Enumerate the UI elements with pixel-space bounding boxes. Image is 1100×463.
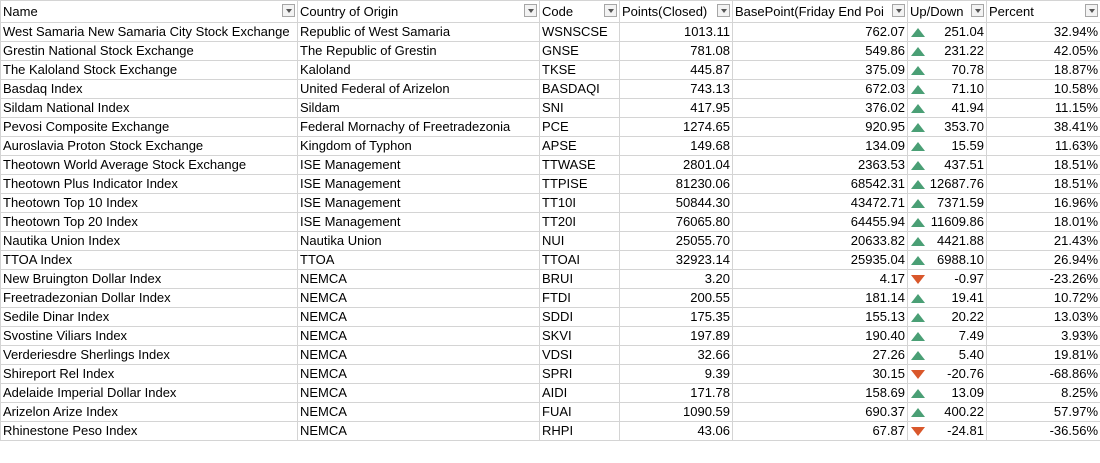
cell-code[interactable]: VDSI [540,346,620,365]
table-row [1,270,1100,289]
cell-name[interactable]: Theotown World Average Stock Exchange [1,156,298,175]
cell-updown[interactable] [908,61,987,80]
change-value: 400.22 [944,404,984,419]
cell-code[interactable]: BASDAQI [540,80,620,99]
column-header-label: BasePoint(Friday End Poi [735,3,884,19]
cell-points[interactable]: 25055.70 [620,232,733,251]
change-value: 4421.88 [937,233,984,248]
up-arrow-icon [911,351,925,360]
cell-points[interactable]: 200.55 [620,289,733,308]
cell-country[interactable]: NEMCA [298,270,540,289]
cell-country[interactable]: Republic of West Samaria [298,23,540,42]
cell-code[interactable]: WSNSCSE [540,23,620,42]
cell-name[interactable]: Theotown Plus Indicator Index [1,175,298,194]
change-value: -24.81 [947,423,984,438]
cell-basepoint[interactable]: 762.07 [733,23,908,42]
filter-dropdown-icon[interactable] [717,4,730,17]
up-arrow-icon [911,161,925,170]
cell-code[interactable]: FUAI [540,403,620,422]
cell-name[interactable]: Freetradezonian Dollar Index [1,289,298,308]
cell-updown[interactable] [908,232,987,251]
cell-points[interactable]: 50844.30 [620,194,733,213]
cell-name[interactable]: The Kaloland Stock Exchange [1,61,298,80]
cell-country[interactable]: NEMCA [298,346,540,365]
change-value: 15.59 [951,138,984,153]
cell-percent[interactable]: 11.15% [987,99,1100,118]
cell-country[interactable]: NEMCA [298,384,540,403]
cell-percent[interactable]: 10.72% [987,289,1100,308]
cell-country[interactable]: NEMCA [298,365,540,384]
cell-code[interactable]: SDDI [540,308,620,327]
cell-basepoint[interactable]: 64455.94 [733,213,908,232]
cell-code[interactable]: FTDI [540,289,620,308]
cell-name[interactable]: Nautika Union Index [1,232,298,251]
cell-points[interactable]: 32.66 [620,346,733,365]
cell-points[interactable]: 445.87 [620,61,733,80]
cell-country[interactable]: TTOA [298,251,540,270]
change-value: -0.97 [954,271,984,286]
table-row [1,61,1100,80]
change-value: 437.51 [944,157,984,172]
cell-name[interactable]: Auroslavia Proton Stock Exchange [1,137,298,156]
cell-points[interactable]: 76065.80 [620,213,733,232]
cell-points[interactable]: 1013.11 [620,23,733,42]
cell-name[interactable]: New Bruington Dollar Index [1,270,298,289]
up-arrow-icon [911,408,925,417]
change-value: 7371.59 [937,195,984,210]
up-arrow-icon [911,218,925,227]
down-arrow-icon [911,275,925,284]
table-row [1,403,1100,422]
table-row [1,80,1100,99]
cell-percent[interactable]: 19.81% [987,346,1100,365]
cell-country[interactable]: Kaloland [298,61,540,80]
cell-percent[interactable]: -23.26% [987,270,1100,289]
cell-percent[interactable]: 3.93% [987,327,1100,346]
cell-country[interactable]: Sildam [298,99,540,118]
cell-updown[interactable] [908,422,987,441]
cell-basepoint[interactable]: 30.15 [733,365,908,384]
cell-basepoint[interactable]: 4.17 [733,270,908,289]
cell-code[interactable]: NUI [540,232,620,251]
cell-name[interactable]: West Samaria New Samaria City Stock Exchange [1,23,298,42]
cell-percent[interactable]: 16.96% [987,194,1100,213]
cell-percent[interactable]: 11.63% [987,137,1100,156]
cell-updown[interactable] [908,346,987,365]
table-body [1,23,1100,441]
up-arrow-icon [911,142,925,151]
up-arrow-icon [911,237,925,246]
cell-percent[interactable]: 18.01% [987,213,1100,232]
up-arrow-icon [911,199,925,208]
cell-code[interactable]: TTOAI [540,251,620,270]
cell-points[interactable]: 1090.59 [620,403,733,422]
filter-dropdown-icon[interactable] [282,4,295,17]
cell-percent[interactable]: 13.03% [987,308,1100,327]
column-header-basepoint [733,1,908,23]
table-row [1,194,1100,213]
cell-basepoint[interactable]: 155.13 [733,308,908,327]
cell-basepoint[interactable]: 672.03 [733,80,908,99]
cell-updown[interactable] [908,175,987,194]
cell-percent[interactable]: 42.05% [987,42,1100,61]
header-row [1,1,1100,23]
cell-points[interactable]: 175.35 [620,308,733,327]
cell-country[interactable]: NEMCA [298,327,540,346]
column-header-name [1,1,298,23]
cell-updown[interactable] [908,194,987,213]
cell-basepoint[interactable]: 190.40 [733,327,908,346]
cell-basepoint[interactable]: 920.95 [733,118,908,137]
cell-updown[interactable] [908,80,987,99]
change-value: 7.49 [958,328,984,343]
column-header-percent [987,1,1100,23]
up-arrow-icon [911,47,925,56]
filter-dropdown-icon[interactable] [892,4,905,17]
cell-code[interactable]: TKSE [540,61,620,80]
up-arrow-icon [911,389,925,398]
cell-basepoint[interactable]: 43472.71 [733,194,908,213]
table-row [1,384,1100,403]
table-row [1,251,1100,270]
cell-points[interactable]: 3.20 [620,270,733,289]
table-row [1,422,1100,441]
cell-basepoint[interactable]: 20633.82 [733,232,908,251]
cell-country[interactable]: Federal Mornachy of Freetradezonia [298,118,540,137]
cell-points[interactable]: 417.95 [620,99,733,118]
cell-points[interactable]: 1274.65 [620,118,733,137]
column-header-label: Country of Origin [300,3,399,19]
change-value: 251.04 [944,24,984,39]
cell-basepoint[interactable]: 2363.53 [733,156,908,175]
change-value: 6988.10 [937,252,984,267]
up-arrow-icon [911,332,925,341]
change-value: 19.41 [951,290,984,305]
cell-country[interactable]: NEMCA [298,289,540,308]
column-header-label: Percent [989,3,1034,19]
cell-updown[interactable] [908,156,987,175]
cell-name[interactable]: Pevosi Composite Exchange [1,118,298,137]
cell-country[interactable]: NEMCA [298,422,540,441]
cell-updown[interactable] [908,99,987,118]
cell-basepoint[interactable]: 181.14 [733,289,908,308]
cell-points[interactable]: 43.06 [620,422,733,441]
cell-basepoint[interactable]: 27.26 [733,346,908,365]
up-arrow-icon [911,123,925,132]
cell-percent[interactable]: 8.25% [987,384,1100,403]
up-arrow-icon [911,294,925,303]
cell-country[interactable]: Nautika Union [298,232,540,251]
table-row [1,137,1100,156]
table-row [1,308,1100,327]
cell-country[interactable]: NEMCA [298,308,540,327]
cell-points[interactable]: 781.08 [620,42,733,61]
cell-code[interactable]: SNI [540,99,620,118]
cell-name[interactable]: Sildam National Index [1,99,298,118]
change-value: 5.40 [958,347,984,362]
up-arrow-icon [911,256,925,265]
cell-points[interactable]: 81230.06 [620,175,733,194]
cell-updown[interactable] [908,365,987,384]
table-row [1,99,1100,118]
cell-name[interactable]: Theotown Top 20 Index [1,213,298,232]
cell-updown[interactable] [908,327,987,346]
cell-code[interactable]: PCE [540,118,620,137]
column-header-label: Name [3,3,38,19]
cell-code[interactable]: TTWASE [540,156,620,175]
cell-country[interactable]: Kingdom of Typhon [298,137,540,156]
cell-name[interactable]: Basdaq Index [1,80,298,99]
cell-country[interactable]: ISE Management [298,194,540,213]
column-header-country [298,1,540,23]
cell-code[interactable]: AIDI [540,384,620,403]
cell-percent[interactable]: 26.94% [987,251,1100,270]
table-row [1,365,1100,384]
change-value: 353.70 [944,119,984,134]
filter-dropdown-icon[interactable] [971,4,984,17]
down-arrow-icon [911,427,925,436]
cell-code[interactable]: TT20I [540,213,620,232]
up-arrow-icon [911,85,925,94]
cell-country[interactable]: NEMCA [298,403,540,422]
cell-basepoint[interactable]: 376.02 [733,99,908,118]
cell-name[interactable]: TTOA Index [1,251,298,270]
cell-name[interactable]: Sedile Dinar Index [1,308,298,327]
cell-updown[interactable] [908,384,987,403]
cell-percent[interactable]: 57.97% [987,403,1100,422]
cell-updown[interactable] [908,251,987,270]
cell-code[interactable]: RHPI [540,422,620,441]
cell-name[interactable]: Rhinestone Peso Index [1,422,298,441]
cell-code[interactable]: GNSE [540,42,620,61]
cell-points[interactable]: 171.78 [620,384,733,403]
cell-updown[interactable] [908,42,987,61]
cell-updown[interactable] [908,289,987,308]
table-row [1,156,1100,175]
cell-updown[interactable] [908,213,987,232]
column-header-code [540,1,620,23]
up-arrow-icon [911,66,925,75]
change-value: 13.09 [951,385,984,400]
table-row [1,232,1100,251]
cell-basepoint[interactable]: 67.87 [733,422,908,441]
cell-name[interactable]: Svostine Viliars Index [1,327,298,346]
cell-code[interactable]: BRUI [540,270,620,289]
column-header-updown [908,1,987,23]
cell-percent[interactable]: 18.51% [987,156,1100,175]
change-value: 20.22 [951,309,984,324]
down-arrow-icon [911,370,925,379]
change-value: 71.10 [951,81,984,96]
cell-basepoint[interactable]: 375.09 [733,61,908,80]
cell-code[interactable]: SPRI [540,365,620,384]
cell-name[interactable]: Theotown Top 10 Index [1,194,298,213]
column-header-points [620,1,733,23]
cell-code[interactable]: TT10I [540,194,620,213]
column-header-label: Code [542,3,574,19]
change-value: -20.76 [947,366,984,381]
cell-points[interactable]: 2801.04 [620,156,733,175]
table-row [1,23,1100,42]
cell-points[interactable]: 32923.14 [620,251,733,270]
cell-basepoint[interactable]: 690.37 [733,403,908,422]
cell-name[interactable]: Grestin National Stock Exchange [1,42,298,61]
cell-code[interactable]: TTPISE [540,175,620,194]
cell-code[interactable]: APSE [540,137,620,156]
cell-code[interactable]: SKVI [540,327,620,346]
up-arrow-icon [911,180,925,189]
cell-updown[interactable] [908,270,987,289]
cell-country[interactable]: The Republic of Grestin [298,42,540,61]
filter-dropdown-icon[interactable] [524,4,537,17]
cell-updown[interactable] [908,23,987,42]
cell-percent[interactable]: -36.56% [987,422,1100,441]
change-value: 12687.76 [929,176,984,191]
cell-basepoint[interactable]: 134.09 [733,137,908,156]
up-arrow-icon [911,28,925,37]
table-row [1,327,1100,346]
column-header-label: Points(Closed) [622,3,708,19]
cell-percent[interactable]: 18.51% [987,175,1100,194]
cell-name[interactable]: Adelaide Imperial Dollar Index [1,384,298,403]
change-value: 11609.86 [930,214,984,229]
cell-points[interactable]: 9.39 [620,365,733,384]
cell-updown[interactable] [908,308,987,327]
cell-country[interactable]: ISE Management [298,175,540,194]
cell-name[interactable]: Arizelon Arize Index [1,403,298,422]
cell-points[interactable]: 743.13 [620,80,733,99]
up-arrow-icon [911,104,925,113]
change-value: 70.78 [951,62,984,77]
cell-updown[interactable] [908,118,987,137]
cell-name[interactable]: Shireport Rel Index [1,365,298,384]
cell-percent[interactable]: 38.41% [987,118,1100,137]
cell-updown[interactable] [908,403,987,422]
up-arrow-icon [911,313,925,322]
cell-basepoint[interactable]: 25935.04 [733,251,908,270]
cell-updown[interactable] [908,137,987,156]
cell-percent[interactable]: 32.94% [987,23,1100,42]
cell-name[interactable]: Verderiesdre Sherlings Index [1,346,298,365]
change-value: 231.22 [944,43,984,58]
filter-dropdown-icon[interactable] [1085,4,1098,17]
cell-points[interactable]: 197.89 [620,327,733,346]
cell-country[interactable]: ISE Management [298,156,540,175]
column-header-label: Up/Down [910,3,964,19]
cell-percent[interactable]: -68.86% [987,365,1100,384]
cell-percent[interactable]: 18.87% [987,61,1100,80]
filter-dropdown-icon[interactable] [604,4,617,17]
cell-points[interactable]: 149.68 [620,137,733,156]
cell-basepoint[interactable]: 158.69 [733,384,908,403]
cell-country[interactable]: ISE Management [298,213,540,232]
cell-percent[interactable]: 21.43% [987,232,1100,251]
cell-basepoint[interactable]: 549.86 [733,42,908,61]
cell-basepoint[interactable]: 68542.31 [733,175,908,194]
table-row [1,118,1100,137]
cell-percent[interactable]: 10.58% [987,80,1100,99]
cell-country[interactable]: United Federal of Arizelon [298,80,540,99]
change-value: 41.94 [951,100,984,115]
table-row [1,42,1100,61]
table-row [1,175,1100,194]
table-row [1,213,1100,232]
table-row [1,346,1100,365]
table-row [1,289,1100,308]
